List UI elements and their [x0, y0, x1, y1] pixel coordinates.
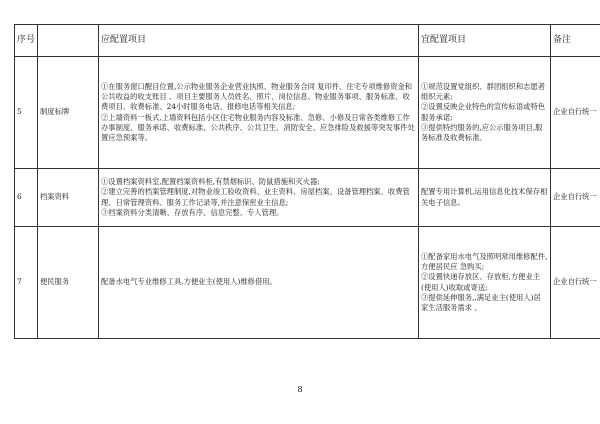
row-number: 7 — [15, 227, 38, 339]
required-item: ②上墙资料一板式,上墙资料包括小区住宅物业服务内容及标准、急修、小修及日常各类维修工作办事制度、服务承诺、收费标准、公共秩序、公共卫生、消防安全、应急排险及救援等突发事件处置应急预案等。 — [101, 112, 415, 142]
header-row — [15, 25, 600, 57]
recommended-item: ①规范设置党组织、群团组织和志愿者组织元素; — [421, 81, 546, 102]
required-item: ①设置档案资料室,配置档案资料柜,有禁烟标识、防鼠措施和灭火器; — [101, 177, 320, 187]
recommended-item: ③提供特约服务的,应公示服务项目,服务标准及收费标准。 — [421, 122, 543, 142]
header-seq: 序号 — [15, 25, 38, 57]
recommended-item: ①配备家用水电气及照明常用维修配件,方便居民应 急购买; — [421, 251, 548, 272]
recommended-item: ③提供延伸服务,,满足业主(使用人)居家生活服务需求 。 — [421, 292, 541, 312]
row-category: 便民服务 — [38, 227, 99, 339]
row-number: 6 — [15, 169, 38, 227]
table-row — [15, 227, 600, 339]
remark-cell: 企业自行统一 — [551, 57, 600, 169]
required-cell — [99, 57, 419, 169]
table-row — [15, 57, 600, 169]
row-number: 5 — [15, 57, 38, 169]
recommended-item: ②设置快递存放区、存放柜,方便业主(使用人)收取或寄送; — [421, 272, 541, 292]
header-category — [38, 25, 99, 57]
required-item: ③档案资料分类清晰、存放有序、信息完整、专人管理。 — [101, 207, 284, 217]
config-table — [14, 24, 600, 339]
table-row — [15, 169, 600, 227]
required-cell — [99, 227, 419, 339]
header-remark: 备注 — [551, 25, 600, 57]
remark-cell: 企业自行统一 — [551, 169, 600, 227]
remark-cell: 企业自行统一 — [551, 227, 600, 339]
required-item: ①在服务窗口醒目位置,公示物业服务企业营业执照、物业服务合同 复印件、住宅专项维修资金和公共收益的收支账目 、项目主要服务人员姓名、照片、岗位信息、物业服务事项、服务标准、收费项目、收费标准、24小时服务电话、报修电话等相关信息; — [101, 81, 413, 112]
header-required: 应配置项目 — [99, 25, 419, 57]
header-recommended: 宜配置项目 — [419, 25, 551, 57]
required-item: 配备水电气专业维修工具,方便业主(使用人)维修借用。 — [101, 277, 277, 287]
required-cell — [99, 169, 419, 227]
page-number: 8 — [297, 385, 303, 394]
recommended-cell — [419, 57, 551, 169]
row-category: 制度标牌 — [38, 57, 99, 169]
required-item: ②建立完善的档案管理制度,对物业竣工验收资料、业主资料、房屋档案、设备管理档案、收费管理、日常管理资料、服务工作记录等,并注意保密业主信息; — [101, 187, 410, 207]
recommended-item: ②设置反映企业特色的宣传标语或特色服务承诺; — [421, 102, 546, 122]
recommended-cell — [419, 227, 551, 339]
row-category: 档案资料 — [38, 169, 99, 227]
recommended-item: 配置专用计算机,运用信息化技术保存相关电子信息。 — [421, 187, 548, 207]
recommended-cell — [419, 169, 551, 227]
